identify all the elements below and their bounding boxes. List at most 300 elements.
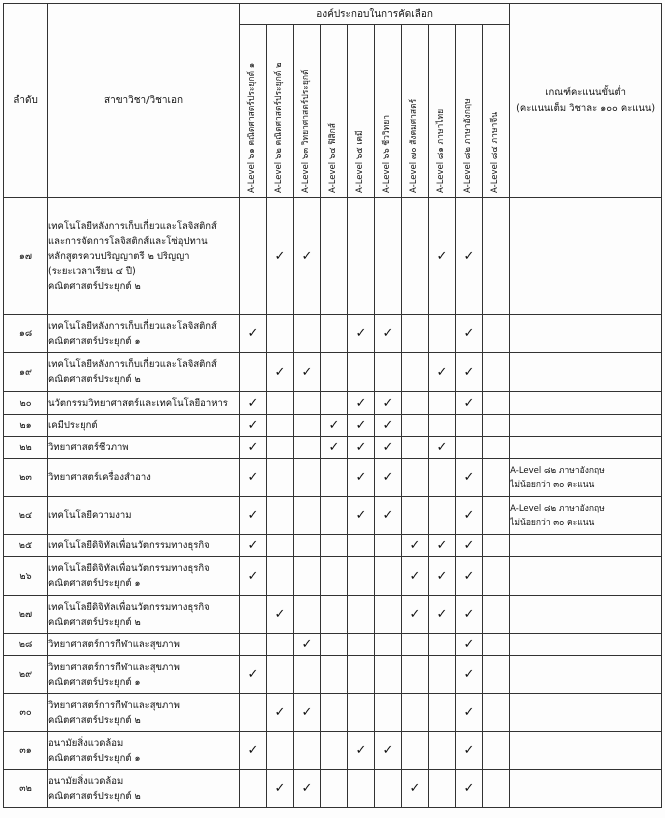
subject-label: A-Level ๘๒ ภาษาอังกฤษ — [463, 98, 473, 193]
subject-cell — [348, 596, 375, 634]
criteria-cell — [510, 694, 662, 732]
criteria-cell — [510, 353, 662, 392]
subject-cell — [456, 770, 483, 808]
table-body — [4, 198, 662, 808]
subject-cell — [375, 459, 402, 497]
check-mark-icon: ✓ — [382, 326, 394, 341]
program-name — [48, 634, 240, 656]
subject-cell — [321, 656, 348, 694]
subject-cell — [321, 315, 348, 353]
components-header: องค์ประกอบในการคัดเลือก — [240, 4, 510, 25]
subject-cell — [402, 694, 429, 732]
subject-cell — [321, 437, 348, 459]
program-line: วิทยาศาสตร์เครื่องสำอาง — [48, 472, 151, 483]
subject-cell — [429, 353, 456, 392]
check-mark-icon: ✓ — [409, 538, 421, 553]
subject-cell — [240, 535, 267, 557]
subject-cell — [348, 634, 375, 656]
subject-cell — [321, 694, 348, 732]
check-mark-icon: ✓ — [382, 508, 394, 523]
check-mark-icon: ✓ — [463, 568, 475, 584]
subject-cell — [267, 535, 294, 557]
check-mark-icon: ✓ — [247, 568, 259, 584]
program-name — [48, 656, 240, 694]
program-line: เคมีประยุกต์ — [48, 420, 98, 431]
check-mark-icon: ✓ — [463, 364, 475, 380]
check-mark-icon: ✓ — [463, 637, 475, 652]
table-row — [4, 353, 662, 392]
subject-cell — [483, 437, 510, 459]
subject-cell — [483, 634, 510, 656]
subject-cell — [402, 497, 429, 535]
criteria-line: A-Level ๘๒ ภาษาอังกฤษ — [510, 503, 605, 514]
subject-header-3 — [294, 25, 321, 198]
subject-cell — [483, 315, 510, 353]
subject-cell — [402, 557, 429, 596]
subject-cell — [348, 770, 375, 808]
check-mark-icon: ✓ — [355, 326, 367, 341]
subject-cell — [429, 315, 456, 353]
program-name — [48, 353, 240, 392]
subject-cell — [429, 694, 456, 732]
subject-cell — [294, 535, 321, 557]
check-mark-icon: ✓ — [382, 470, 394, 485]
subject-cell — [456, 596, 483, 634]
program-header: สาขาวิชา/วิชาเอก — [48, 4, 240, 198]
subject-cell — [456, 198, 483, 315]
subject-cell — [240, 437, 267, 459]
check-mark-icon: ✓ — [301, 364, 313, 380]
check-mark-icon: ✓ — [274, 781, 286, 796]
check-mark-icon: ✓ — [301, 637, 313, 652]
subject-cell — [267, 634, 294, 656]
subject-cell — [429, 535, 456, 557]
program-line: คณิตศาสตร์ประยุกต์ ๑ — [48, 752, 141, 764]
subject-header-2 — [267, 25, 294, 198]
table-row — [4, 415, 662, 437]
subject-cell — [402, 198, 429, 315]
program-line: เทคโนโลยีดิจิทัลเพื่อนวัตกรรมทางธุรกิจ — [48, 563, 210, 574]
criteria-cell — [510, 770, 662, 808]
criteria-header-line1: เกณฑ์คะแนนขั้นต่ำ — [545, 86, 627, 98]
subject-label: A-Level ๘๔ ภาษาจีน — [490, 111, 501, 193]
subject-cell — [240, 497, 267, 535]
check-mark-icon: ✓ — [247, 470, 259, 485]
check-mark-icon: ✓ — [463, 538, 475, 553]
check-mark-icon: ✓ — [274, 705, 286, 720]
program-line: เทคโนโลยีดิจิทัลเพื่อนวัตกรรมทางธุรกิจ — [48, 540, 210, 551]
subject-cell — [402, 415, 429, 437]
subject-cell — [348, 415, 375, 437]
criteria-cell — [510, 634, 662, 656]
subject-cell — [294, 557, 321, 596]
check-mark-icon: ✓ — [382, 418, 394, 433]
row-number: ๑๗ — [4, 198, 48, 315]
order-header: ลำดับ — [4, 4, 48, 198]
subject-cell — [483, 732, 510, 770]
subject-cell — [240, 459, 267, 497]
row-number: ๒๒ — [4, 437, 48, 459]
criteria-cell — [510, 198, 662, 315]
program-name — [48, 770, 240, 808]
subject-cell — [402, 353, 429, 392]
subject-label: A-Level ๗๐ สังคมศาสตร์ — [409, 98, 419, 193]
program-line: คณิตศาสตร์ประยุกต์ ๒ — [48, 374, 141, 385]
subject-cell — [429, 770, 456, 808]
program-line: เทคโนโลยีหลังการเก็บเกี่ยวและโลจิสติกส์ — [48, 220, 217, 232]
program-line: อนามัยสิ่งแวดล้อม — [48, 775, 124, 787]
table-row — [4, 198, 662, 315]
check-mark-icon: ✓ — [463, 743, 475, 758]
table-row — [4, 634, 662, 656]
subject-cell — [456, 634, 483, 656]
subject-cell — [483, 694, 510, 732]
subject-cell — [267, 353, 294, 392]
program-line: วิทยาศาสตร์การกีฬาและสุขภาพ — [48, 639, 180, 650]
program-line: และการจัดการโลจิสติกส์และโซ่อุปทาน — [48, 235, 208, 247]
subject-cell — [456, 557, 483, 596]
subject-cell — [429, 497, 456, 535]
subject-cell — [483, 596, 510, 634]
program-line: คณิตศาสตร์ประยุกต์ ๒ — [48, 280, 141, 292]
subject-cell — [402, 770, 429, 808]
subject-cell — [456, 392, 483, 415]
subject-cell — [375, 437, 402, 459]
check-mark-icon: ✓ — [247, 667, 259, 682]
subject-cell — [267, 459, 294, 497]
criteria-cell — [510, 557, 662, 596]
subject-label: A-Level ๖๖ ชีววิทยา — [382, 115, 392, 193]
program-line: วิทยาศาสตร์การกีฬาและสุขภาพ — [48, 661, 180, 673]
subject-cell — [483, 770, 510, 808]
subject-cell — [402, 596, 429, 634]
admission-criteria-table — [3, 3, 662, 808]
criteria-line: A-Level ๘๒ ภาษาอังกฤษ — [510, 465, 605, 476]
subject-cell — [267, 315, 294, 353]
subject-cell — [240, 557, 267, 596]
subject-cell — [402, 732, 429, 770]
subject-cell — [375, 392, 402, 415]
subject-cell — [240, 694, 267, 732]
subject-label: A-Level ๖๒ คณิตศาสตร์ประยุกต์ ๒ — [274, 62, 284, 193]
criteria-header — [510, 4, 662, 198]
subject-cell — [321, 770, 348, 808]
subject-cell — [429, 634, 456, 656]
subject-cell — [348, 459, 375, 497]
subject-cell — [375, 535, 402, 557]
subject-cell — [348, 392, 375, 415]
criteria-line: ไม่น้อยกว่า ๓๐ คะแนน — [510, 517, 595, 528]
row-number: ๓๑ — [4, 732, 48, 770]
check-mark-icon: ✓ — [355, 440, 367, 455]
check-mark-icon: ✓ — [328, 440, 340, 455]
check-mark-icon: ✓ — [436, 248, 448, 264]
table-row — [4, 596, 662, 634]
subject-cell — [483, 353, 510, 392]
subject-cell — [240, 732, 267, 770]
subject-cell — [375, 198, 402, 315]
subject-cell — [348, 535, 375, 557]
subject-cell — [402, 535, 429, 557]
program-name — [48, 694, 240, 732]
criteria-cell — [510, 437, 662, 459]
program-name — [48, 596, 240, 634]
subject-cell — [375, 315, 402, 353]
subject-cell — [348, 656, 375, 694]
subject-cell — [321, 415, 348, 437]
subject-cell — [402, 437, 429, 459]
check-mark-icon: ✓ — [436, 364, 448, 380]
subject-cell — [267, 497, 294, 535]
subject-cell — [321, 596, 348, 634]
program-line: เทคโนโลยีหลังการเก็บเกี่ยวและโลจิสติกส์ — [48, 359, 217, 370]
subject-cell — [240, 392, 267, 415]
subject-cell — [321, 497, 348, 535]
program-line: หลักสูตรควบปริญญาตรี ๒ ปริญญา — [48, 250, 190, 262]
subject-cell — [456, 415, 483, 437]
subject-cell — [375, 732, 402, 770]
subject-cell — [429, 459, 456, 497]
subject-cell — [402, 656, 429, 694]
row-number: ๒๗ — [4, 596, 48, 634]
criteria-cell — [510, 459, 662, 497]
check-mark-icon: ✓ — [247, 418, 259, 433]
subject-cell — [375, 497, 402, 535]
subject-label: A-Level ๖๑ คณิตศาสตร์ประยุกต์ ๑ — [247, 62, 257, 193]
subject-cell — [483, 459, 510, 497]
table-row — [4, 315, 662, 353]
subject-cell — [348, 437, 375, 459]
program-line: คณิตศาสตร์ประยุกต์ ๑ — [48, 335, 141, 347]
program-line: คณิตศาสตร์ประยุกต์ ๑ — [48, 578, 141, 589]
program-line: (ระยะเวลาเรียน ๔ ปี) — [48, 265, 136, 277]
subject-cell — [456, 497, 483, 535]
check-mark-icon: ✓ — [463, 607, 475, 622]
program-line: นวัตกรรมวิทยาศาสตร์และเทคโนโลยีอาหาร — [48, 397, 228, 409]
subject-cell — [375, 557, 402, 596]
check-mark-icon: ✓ — [247, 538, 259, 553]
subject-cell — [429, 198, 456, 315]
subject-header-6 — [375, 25, 402, 198]
subject-cell — [375, 656, 402, 694]
subject-cell — [240, 415, 267, 437]
check-mark-icon: ✓ — [463, 326, 475, 341]
check-mark-icon: ✓ — [436, 538, 448, 553]
subject-header-9 — [456, 25, 483, 198]
subject-cell — [483, 557, 510, 596]
subject-cell — [294, 656, 321, 694]
subject-cell — [483, 198, 510, 315]
subject-cell — [402, 315, 429, 353]
criteria-cell — [510, 497, 662, 535]
criteria-cell — [510, 415, 662, 437]
table-row — [4, 437, 662, 459]
check-mark-icon: ✓ — [382, 743, 394, 758]
row-number: ๑๙ — [4, 353, 48, 392]
subject-cell — [294, 459, 321, 497]
table-row — [4, 770, 662, 808]
subject-cell — [294, 392, 321, 415]
check-mark-icon: ✓ — [355, 418, 367, 433]
check-mark-icon: ✓ — [247, 395, 259, 411]
row-number: ๒๖ — [4, 557, 48, 596]
subject-cell — [267, 770, 294, 808]
program-name — [48, 415, 240, 437]
criteria-cell — [510, 596, 662, 634]
subject-cell — [483, 535, 510, 557]
check-mark-icon: ✓ — [463, 508, 475, 523]
check-mark-icon: ✓ — [436, 440, 448, 455]
subject-cell — [240, 770, 267, 808]
row-number: ๒๙ — [4, 656, 48, 694]
check-mark-icon: ✓ — [463, 781, 475, 796]
subject-cell — [429, 557, 456, 596]
check-mark-icon: ✓ — [382, 440, 394, 455]
subject-cell — [375, 634, 402, 656]
table-row — [4, 557, 662, 596]
check-mark-icon: ✓ — [247, 326, 259, 341]
row-number: ๑๘ — [4, 315, 48, 353]
subject-cell — [294, 596, 321, 634]
table-row — [4, 656, 662, 694]
subject-label: A-Level ๖๓ วิทยาศาสตร์ประยุกต์ — [301, 69, 311, 193]
subject-label: A-Level ๖๔ ฟิสิกส์ — [328, 123, 338, 193]
subject-cell — [294, 732, 321, 770]
subject-cell — [456, 315, 483, 353]
subject-cell — [240, 315, 267, 353]
subject-cell — [348, 353, 375, 392]
subject-cell — [348, 315, 375, 353]
criteria-cell — [510, 392, 662, 415]
subject-cell — [321, 353, 348, 392]
subject-label: A-Level ๖๕ เคมี — [355, 130, 365, 193]
subject-cell — [348, 694, 375, 732]
table-row — [4, 459, 662, 497]
subject-cell — [429, 392, 456, 415]
subject-cell — [294, 315, 321, 353]
subject-cell — [456, 732, 483, 770]
subject-cell — [429, 596, 456, 634]
table-row — [4, 392, 662, 415]
check-mark-icon: ✓ — [409, 607, 421, 622]
check-mark-icon: ✓ — [247, 743, 259, 758]
criteria-line: ไม่น้อยกว่า ๓๐ คะแนน — [510, 479, 595, 490]
subject-cell — [240, 198, 267, 315]
row-number: ๓๒ — [4, 770, 48, 808]
check-mark-icon: ✓ — [274, 248, 286, 264]
subject-cell — [321, 198, 348, 315]
subject-cell — [294, 634, 321, 656]
subject-cell — [240, 634, 267, 656]
table-row — [4, 535, 662, 557]
subject-cell — [321, 732, 348, 770]
subject-cell — [456, 459, 483, 497]
subject-cell — [294, 770, 321, 808]
subject-cell — [267, 415, 294, 437]
subject-cell — [294, 415, 321, 437]
subject-header-4 — [321, 25, 348, 198]
subject-cell — [348, 497, 375, 535]
check-mark-icon: ✓ — [436, 568, 448, 584]
program-name — [48, 497, 240, 535]
program-name — [48, 557, 240, 596]
subject-header-10 — [483, 25, 510, 198]
subject-cell — [456, 656, 483, 694]
criteria-cell — [510, 535, 662, 557]
subject-cell — [375, 353, 402, 392]
check-mark-icon: ✓ — [301, 705, 313, 720]
subject-cell — [267, 557, 294, 596]
subject-cell — [483, 497, 510, 535]
criteria-cell — [510, 315, 662, 353]
check-mark-icon: ✓ — [274, 607, 286, 622]
check-mark-icon: ✓ — [409, 568, 421, 584]
subject-cell — [267, 656, 294, 694]
program-line: คณิตศาสตร์ประยุกต์ ๒ — [48, 714, 141, 726]
check-mark-icon: ✓ — [409, 781, 421, 796]
check-mark-icon: ✓ — [301, 248, 313, 264]
check-mark-icon: ✓ — [355, 508, 367, 523]
subject-cell — [321, 634, 348, 656]
program-name — [48, 315, 240, 353]
program-name — [48, 535, 240, 557]
row-number: ๒๔ — [4, 497, 48, 535]
subject-header-5 — [348, 25, 375, 198]
subject-cell — [348, 198, 375, 315]
subject-cell — [402, 459, 429, 497]
program-line: เทคโนโลยีหลังการเก็บเกี่ยวและโลจิสติกส์ — [48, 320, 217, 332]
program-line: คณิตศาสตร์ประยุกต์ ๒ — [48, 790, 141, 802]
subject-cell — [240, 353, 267, 392]
subject-cell — [429, 732, 456, 770]
subject-cell — [402, 634, 429, 656]
subject-cell — [294, 437, 321, 459]
subject-cell — [456, 437, 483, 459]
subject-cell — [321, 557, 348, 596]
program-line: เทคโนโลยีดิจิทัลเพื่อนวัตกรรมทางธุรกิจ — [48, 601, 210, 613]
check-mark-icon: ✓ — [247, 440, 259, 455]
subject-label: A-Level ๘๑ ภาษาไทย — [436, 108, 446, 193]
subject-cell — [267, 694, 294, 732]
check-mark-icon: ✓ — [355, 743, 367, 758]
subject-cell — [429, 437, 456, 459]
program-line: เทคโนโลยีความงาม — [48, 510, 132, 521]
subject-cell — [321, 392, 348, 415]
subject-cell — [375, 415, 402, 437]
criteria-cell — [510, 732, 662, 770]
check-mark-icon: ✓ — [355, 470, 367, 485]
program-name — [48, 198, 240, 315]
criteria-header-line2: (คะแนนเต็ม วิชาละ ๑๐๐ คะแนน) — [516, 102, 656, 114]
subject-cell — [321, 535, 348, 557]
table-row — [4, 732, 662, 770]
check-mark-icon: ✓ — [463, 470, 475, 485]
check-mark-icon: ✓ — [301, 781, 313, 796]
subject-cell — [240, 596, 267, 634]
subject-header-8 — [429, 25, 456, 198]
check-mark-icon: ✓ — [274, 364, 286, 380]
check-mark-icon: ✓ — [382, 395, 394, 411]
row-number: ๒๕ — [4, 535, 48, 557]
row-number: ๒๓ — [4, 459, 48, 497]
subject-cell — [456, 353, 483, 392]
program-name — [48, 437, 240, 459]
subject-cell — [294, 198, 321, 315]
subject-cell — [267, 392, 294, 415]
subject-cell — [240, 656, 267, 694]
row-number: ๒๐ — [4, 392, 48, 415]
subject-cell — [348, 557, 375, 596]
